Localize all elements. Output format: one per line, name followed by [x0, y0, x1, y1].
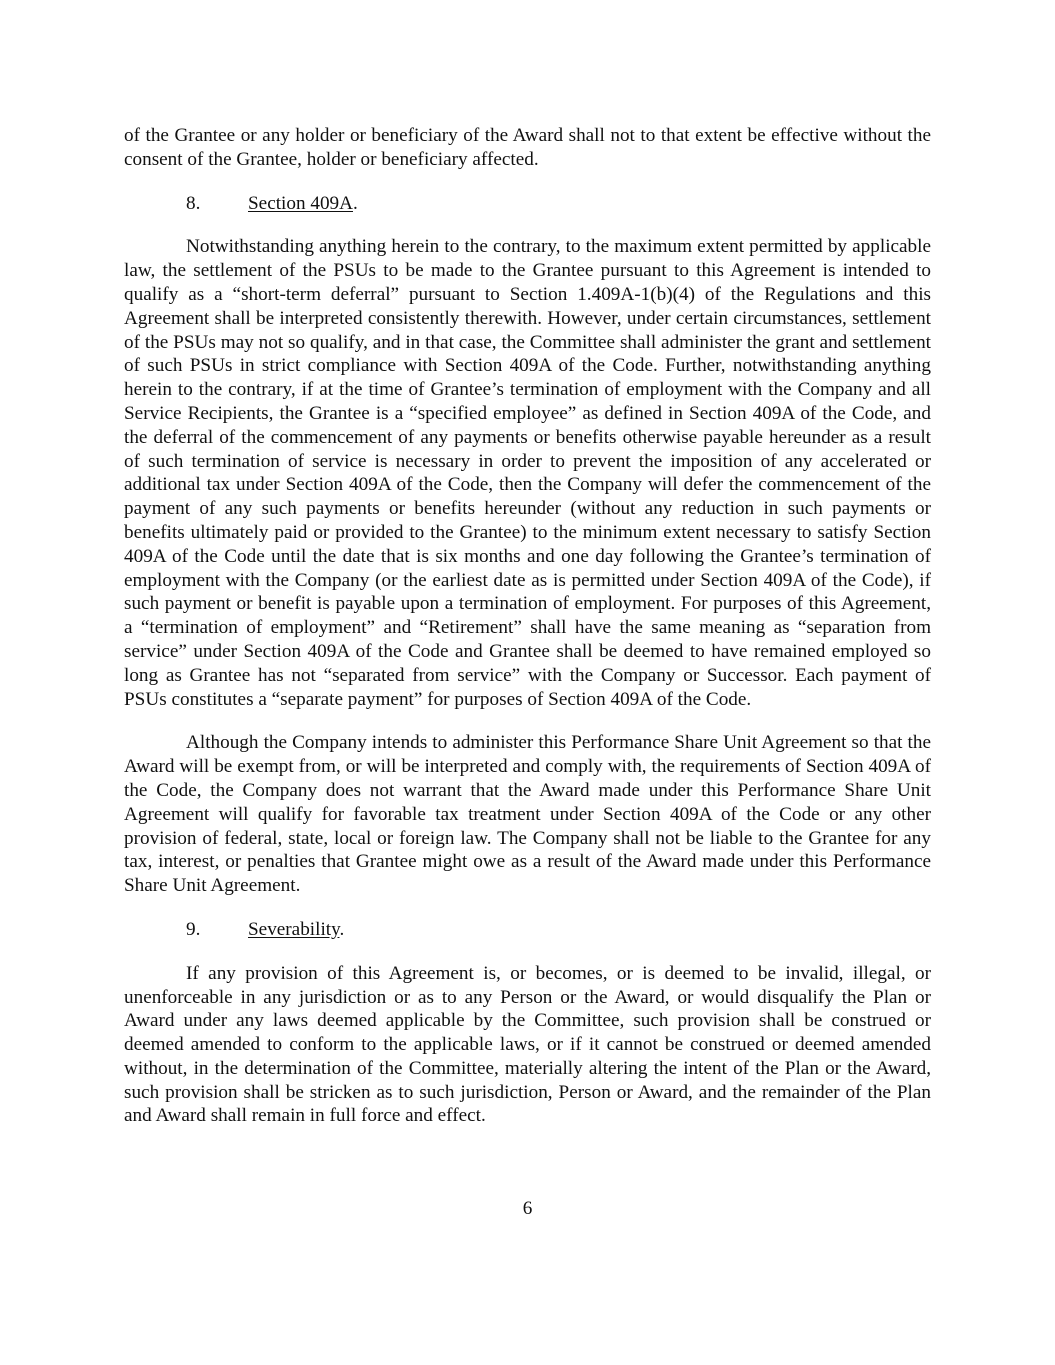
- page-number: 6: [522, 1198, 533, 1219]
- continuation-paragraph: of the Grantee or any holder or beneficiary of the Award shall not to that extent be effective without the consent of the Grantee, holder or beneficiary affected.: [124, 125, 931, 170]
- section-title-punct: .: [339, 918, 345, 940]
- document-page: [124, 124, 931, 1128]
- section-title: Severability: [248, 918, 340, 940]
- section-title: Section 409A: [248, 192, 353, 214]
- section-number: 8.: [186, 192, 201, 214]
- section-9-heading: [124, 918, 931, 942]
- section-number: 9.: [186, 918, 201, 940]
- severability-paragraph: If any provision of this Agreement is, or becomes, or is deemed to be invalid, illegal, or unenforceable in any jurisdiction or as to any Person or the Award, or would disqualify the Plan or Award under any laws deemed applicable by the Committee, such provision shall be construed or deemed amended to conform to the applicable laws, or if it cannot be construed or deemed amended without, in the determination of the Committee, materially altering the intent of the Plan or the Award, such provision shall be stricken as to such jurisdiction, Person or Award, and the remainder of the Plan and Award shall remain in full force and effect.: [124, 962, 931, 1127]
- section-8-heading: [124, 192, 931, 216]
- section-title-punct: .: [353, 192, 358, 214]
- section-409a-paragraph-2: Although the Company intends to administer this Performance Share Unit Agreement so that the Award will be exempt from, or will be interpreted and comply with, the requirements of Section 409A of the Code, the Company does not warrant that the Award made under this Performance Share Unit Agreement will qualify for favorable tax treatment under Section 409A of the Code or any other provision of federal, state, local or foreign law. The Company shall not be liable to the Grantee for any tax, interest, or penalties that Grantee might owe as a result of the Award made under this Performance Share Unit Agreement.: [124, 732, 931, 897]
- section-409a-paragraph-1: Notwithstanding anything herein to the contrary, to the maximum extent permitted by applicable law, the settlement of the PSUs to be made to the Grantee pursuant to this Agreement is intended to qualify as a “short-term deferral” pursuant to Section 1.409A-1(b)(4) of the Regulations and this Agreement shall be interpreted consistently therewith. However, under certain circumstances, settlement of the PSUs may not so qualify, and in that case, the Committee shall administer the grant and settlement of such PSUs in strict compliance with Section 409A of the Code. Further, notwithstanding anything herein to the contrary, if at the time of Grantee’s termination of employment with the Company and all Service Recipients, the Grantee is a “specified employee” as defined in Section 409A of the Code, and the deferral of the commencement of any payments or benefits otherwise payable hereunder as a result of such termination of service is necessary in order to prevent the imposition of any accelerated or additional tax under Section 409A of the Code, then the Company will defer the commencement of the payment of any such payments or benefits hereunder (without any reduction in such payments or benefits ultimately paid or provided to the Grantee) to the minimum extent necessary to satisfy Section 409A of the Code until the date that is six months and one day following the Grantee’s termination of employment with the Company (or the earliest date as is permitted under Section 409A of the Code), if such payment or benefit is payable upon a termination of employment. For purposes of this Agreement, a “termination of employment” and “Retirement” shall have the same meaning as “separation from service” under Section 409A of the Code and Grantee shall be deemed to have remained employed so long as Grantee has not “separated from service” with the Company or Successor. Each payment of PSUs constitutes a “separate payment” for purposes of Section 409A of the Code.: [124, 236, 931, 710]
